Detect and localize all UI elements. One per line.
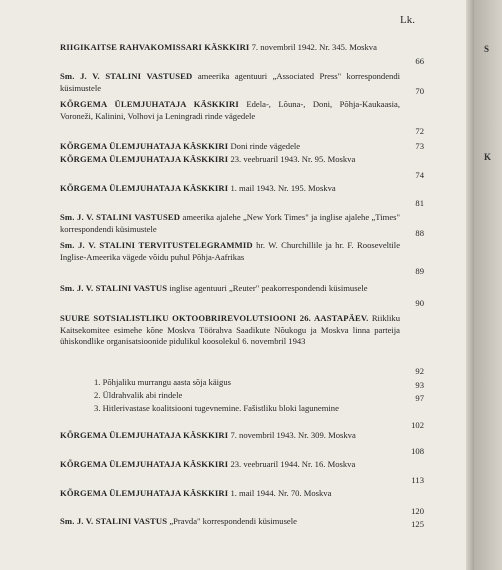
toc-entry-title: KÕRGEMA ÜLEMJUHATAJA KÄSKKIRI <box>60 183 229 193</box>
toc-page-number: 97 <box>415 393 424 403</box>
toc-entry-title: RIIGIKAITSE RAHVAKOMISSARI KÄSKKIRI <box>60 42 250 52</box>
toc-entry-text: 3. Hitlerivastase koalitsiooni tugevnemine. Fašistliku bloki lagunemine <box>94 403 339 413</box>
toc-entry-text: 7. novembril 1943. Nr. 309. Moskva <box>230 430 356 440</box>
toc-entry-title: KÕRGEMA ÜLEMJUHATAJA KÄSKKIRI <box>60 141 229 151</box>
toc-entry-text: 1. mail 1943. Nr. 195. Moskva <box>230 183 336 193</box>
toc-page-number: 93 <box>415 380 424 390</box>
toc-subentry <box>94 390 400 402</box>
toc-entry-text: 23. veebruaril 1943. Nr. 95. Moskva <box>230 154 356 164</box>
toc-page-number: 74 <box>415 170 424 180</box>
toc-entry-text: ameerika ajalehe „New York Times" ja inglise ajalehe „Times" korrespondendi küsimustele <box>60 212 400 234</box>
next-page-fragment: K <box>484 152 492 162</box>
toc-entry <box>60 459 400 471</box>
toc-entry <box>60 430 400 442</box>
toc-entry <box>60 154 400 166</box>
toc-entry-text: 1. mail 1944. Nr. 70. Moskva <box>230 488 332 498</box>
toc-page-number: 70 <box>415 86 424 96</box>
toc-page-number: 66 <box>415 56 424 66</box>
toc-page-number: 89 <box>415 266 424 276</box>
toc-entry-text: „Pravda" korrespondendi küsimusele <box>169 516 297 526</box>
toc-entry <box>60 42 400 54</box>
toc-entry-title: Sm. J. V. STALINI VASTUSED <box>60 71 193 81</box>
toc-entry-text: 2. Üldrahvalik abi rindele <box>94 390 183 400</box>
toc-page-number: 92 <box>415 366 424 376</box>
toc-entry <box>60 212 400 235</box>
toc-entry-text: Doni rinde vägedele <box>230 141 301 151</box>
toc-page-number: 125 <box>411 519 424 529</box>
toc-entry-text: 23. veebruaril 1944. Nr. 16. Moskva <box>230 459 356 469</box>
toc-entry <box>60 240 400 263</box>
toc-page-number: 120 <box>411 506 424 516</box>
toc-entry-title: KÕRGEMA ÜLEMJUHATAJA KÄSKKIRI <box>60 99 239 109</box>
toc-page-number: 73 <box>415 141 424 151</box>
toc-entry-text: inglise agentuuri „Reuter" peakorrespondendi küsimusele <box>169 283 368 293</box>
toc-entry-title: KÕRGEMA ÜLEMJUHATAJA KÄSKKIRI <box>60 154 229 164</box>
toc-entry-title: KÕRGEMA ÜLEMJUHATAJA KÄSKKIRI <box>60 488 229 498</box>
next-page-edge <box>474 0 502 570</box>
toc-subentry <box>94 403 400 415</box>
toc-entry-title: KÕRGEMA ÜLEMJUHATAJA KÄSKKIRI <box>60 430 229 440</box>
toc-page-number: 81 <box>415 198 424 208</box>
page-column-header: Lk. <box>400 14 415 26</box>
toc-entry <box>60 283 400 295</box>
toc-entry-text: Edela-, Lõuna-, Doni, Põhja-Kaukaasia, Voroneži, Kalinini, Volhovi ja Leningradi rinde vägedele <box>60 99 400 121</box>
toc-entry-text: hr. W. Churchillile ja hr. F. Rooseveltile Inglise-Ameerika vägede võidu puhul Põhja-Aafrikas <box>60 240 401 262</box>
toc-entry <box>60 99 400 122</box>
toc-entry-text: 1. Põhjaliku murrangu aasta sõja käigus <box>94 377 231 387</box>
book-gutter <box>466 0 474 570</box>
toc-entry-title: Sm. J. V. STALINI VASTUSED <box>60 212 181 222</box>
toc-entry <box>60 516 400 528</box>
toc-entry <box>60 141 400 153</box>
toc-entry-title: KÕRGEMA ÜLEMJUHATAJA KÄSKKIRI <box>60 459 229 469</box>
toc-page-number: 90 <box>415 298 424 308</box>
toc-entry <box>60 183 400 195</box>
toc-page-number: 102 <box>411 420 424 430</box>
toc-page-number: 113 <box>411 475 424 485</box>
toc-entry-title: Sm. J. V. STALINI VASTUS <box>60 283 168 293</box>
toc-entry-text: 7. novembril 1942. Nr. 345. Moskva <box>251 42 377 52</box>
toc-entry-text: ameerika agentuuri „Associated Press" korrespondendi küsimustele <box>60 71 401 93</box>
next-page-fragment: S <box>484 44 490 54</box>
toc-entry-title: SUURE SOTSIALISTLIKU OKTOOBRIREVOLUTSIOONI 26. AASTAPÄEV. <box>60 313 369 323</box>
toc-entry-title: Sm. J. V. STALINI TERVITUSTELEGRAMMID <box>60 240 253 250</box>
toc-entry-text: Riikliku Kaitsekomitee esimehe kõne Moskva Töörahva Saadikute Nõukogu ja Moskva linna parteija ühiskondlike organisatsioonide pidulikul koosolekul 6. novembril 1943 <box>60 313 401 346</box>
toc-page-number: 72 <box>415 126 424 136</box>
toc-entry <box>60 488 400 500</box>
toc-page-number: 108 <box>411 446 424 456</box>
toc-subentry <box>94 377 400 389</box>
toc-entry-title: Sm. J. V. STALINI VASTUS <box>60 516 168 526</box>
toc-page-number: 88 <box>415 228 424 238</box>
toc-entry <box>60 71 400 94</box>
toc-entry <box>60 313 400 348</box>
